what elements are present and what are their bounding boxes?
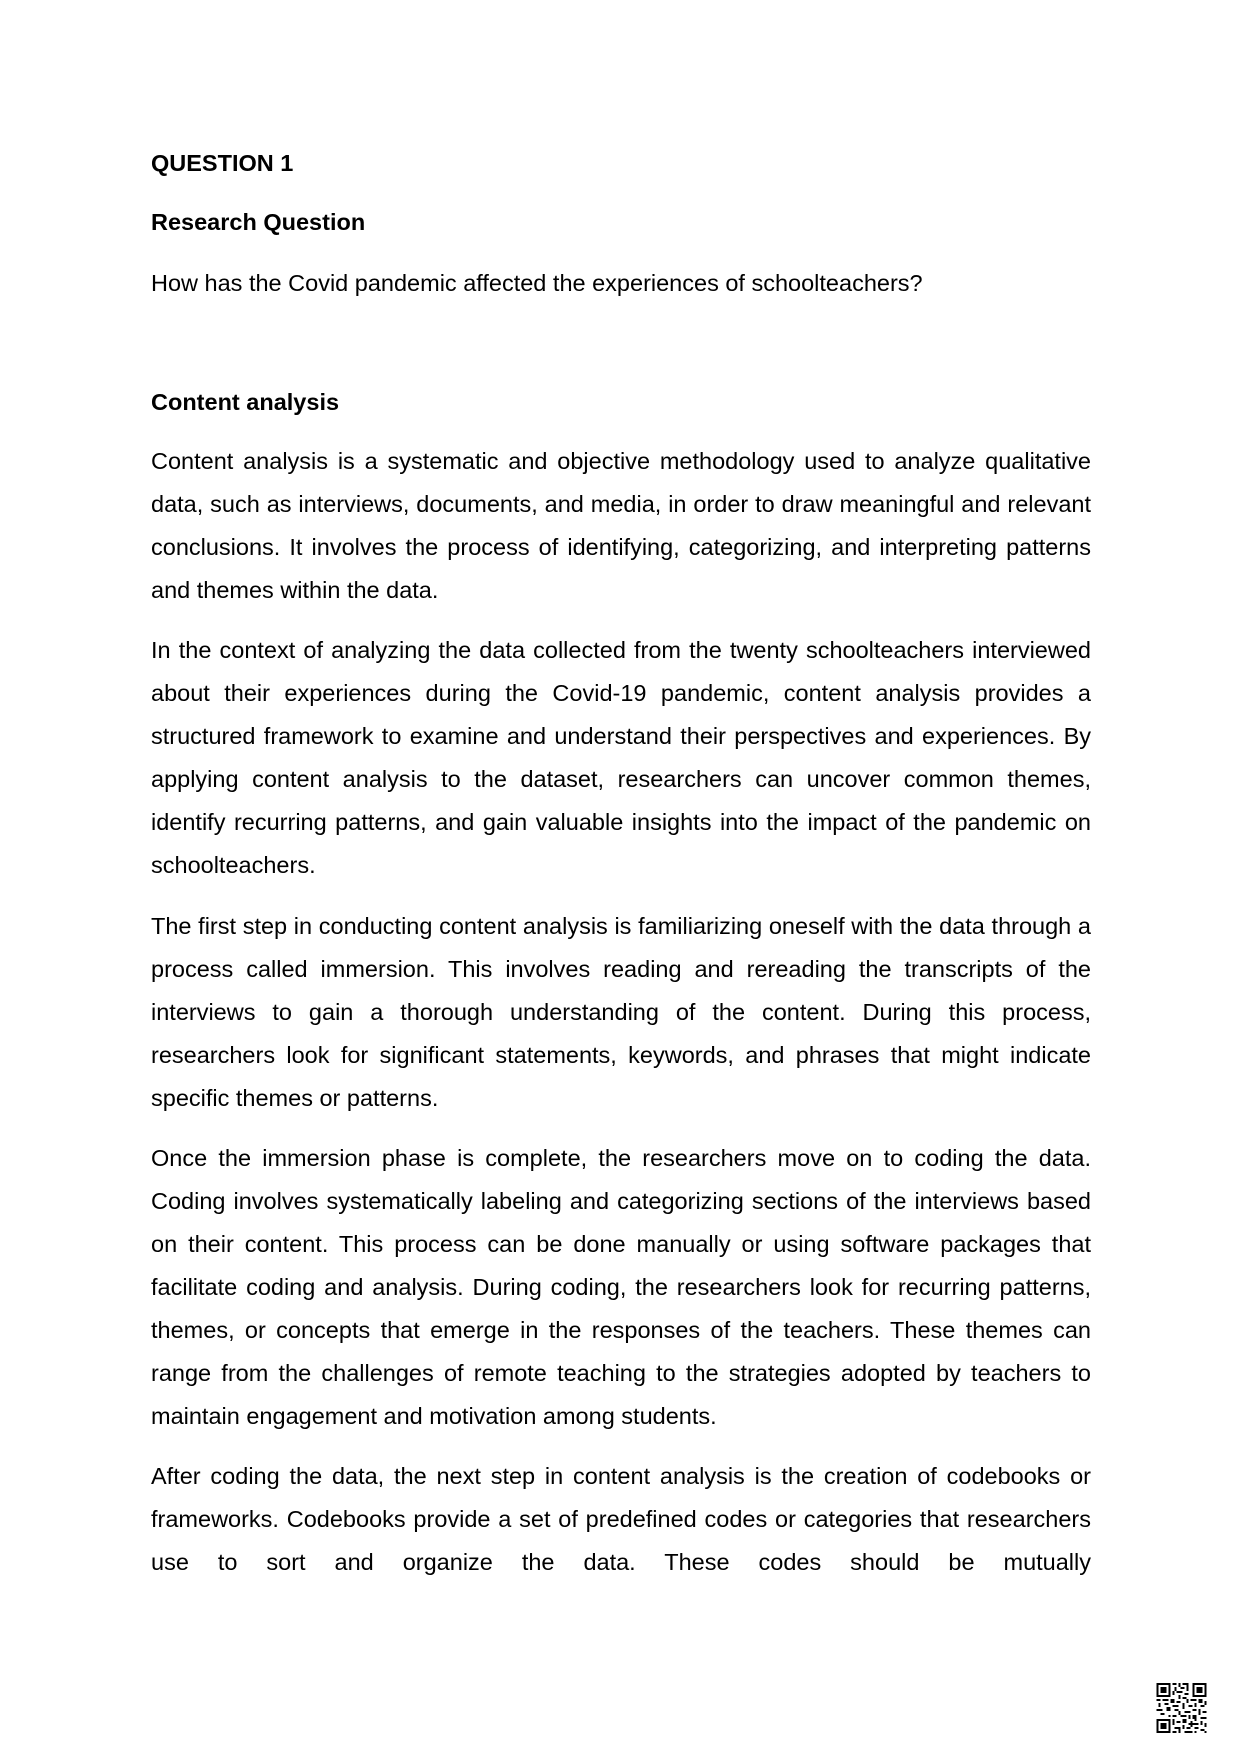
question-label: QUESTION 1: [151, 150, 294, 176]
paragraph-2: In the context of analyzing the data collected from the twenty schoolteachers interviewed about their experiences during the Covid-19 pandemic, content analysis provides a structured framework to examine and understand their perspectives and experiences. By applying content analysis to the dataset, researchers can uncover common themes, identify recurring patterns, and gain valuable insights into the impact of the pandemic on schoolteachers.: [151, 637, 1091, 878]
paragraph-1: Content analysis is a systematic and objective methodology used to analyze qualitative data, such as interviews, documents, and media, in order to draw meaningful and relevant conclusions. It involves the process of identifying, categorizing, and interpreting patterns and themes within the data.: [151, 448, 1091, 603]
paragraph-4: Once the immersion phase is complete, the researchers move on to coding the data. Coding involves systematically labeling and categorizing sections of the interviews based on their content. This process can be done manually or using software packages that facilitate coding and analysis. During coding, the researchers look for recurring patterns, themes, or concepts that emerge in the responses of the teachers. These themes can range from the challenges of remote teaching to the strategies adopted by teachers to maintain engagement and motivation among students.: [151, 1145, 1091, 1429]
section-heading-content-analysis: Content analysis: [151, 389, 340, 415]
paragraph-5: After coding the data, the next step in content analysis is the creation of codebooks or frameworks. Codebooks provide a set of predefined codes or categories that researchers use to sort and organize the data. These codes should be mutually: [151, 1463, 1091, 1575]
research-question-heading: Research Question: [151, 209, 366, 235]
paragraph-3: The first step in conducting content analysis is familiarizing oneself with the data through a process called immersion. This involves reading and rereading the transcripts of the interviews to gain a thorough understanding of the content. During this process, researchers look for significant statements, keywords, and phrases that might indicate specific themes or patterns.: [151, 913, 1091, 1111]
qr-code-icon: [1156, 1683, 1207, 1733]
research-question-text: How has the Covid pandemic affected the experiences of schoolteachers?: [151, 270, 923, 296]
